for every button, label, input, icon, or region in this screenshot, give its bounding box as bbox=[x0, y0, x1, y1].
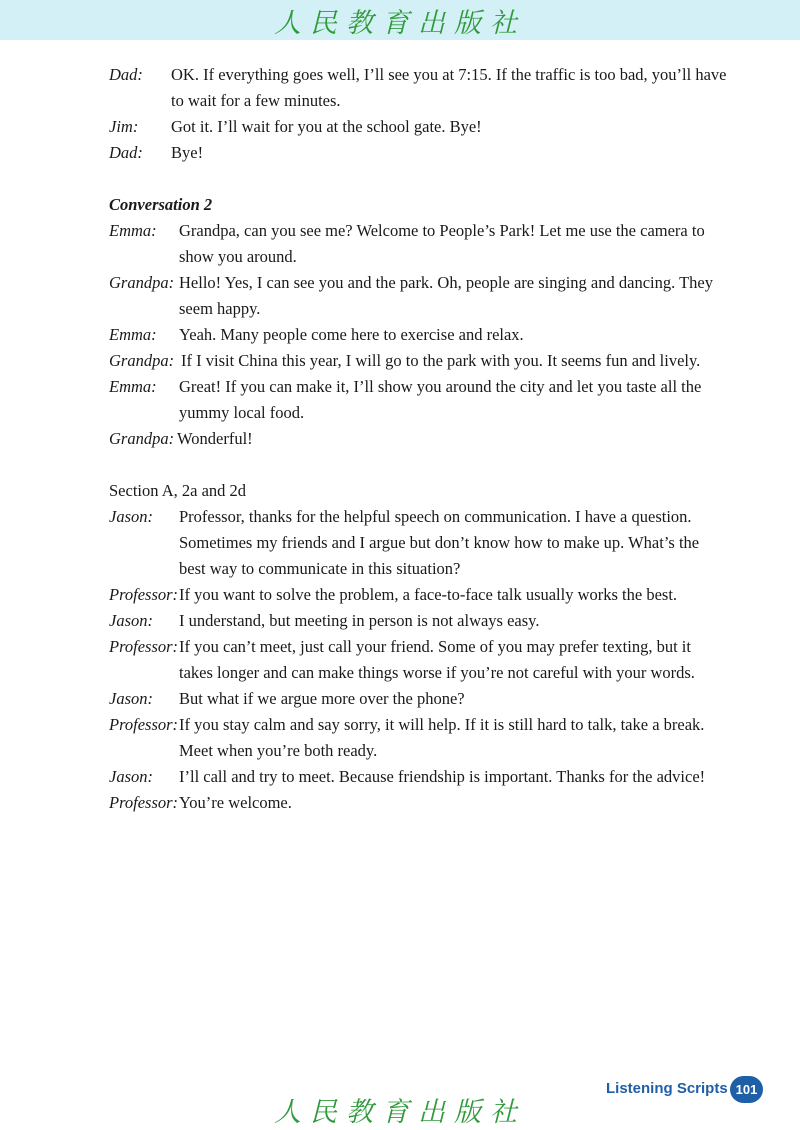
speaker-label: Emma: bbox=[109, 377, 157, 396]
dialogue-text: If you want to solve the problem, a face-to-face talk usually works the best. bbox=[179, 585, 678, 604]
publisher-logo-footer: 人民教育出版社 bbox=[274, 1096, 526, 1128]
speaker-label: Jim: bbox=[109, 117, 139, 136]
speaker-label: Professor: bbox=[109, 585, 179, 604]
dialogue-text: Hello! Yes, I can see you and the park. Oh, people are singing and dancing. They bbox=[179, 273, 713, 292]
speaker-label: Grandpa: bbox=[109, 273, 175, 292]
dialogue-text: If you can’t meet, just call your friend. Some of you may prefer texting, but it bbox=[179, 637, 691, 656]
dialogue-text: seem happy. bbox=[179, 299, 261, 318]
conversation-2-title: Conversation 2 bbox=[109, 195, 213, 214]
speaker-label: Emma: bbox=[109, 221, 157, 240]
spacer bbox=[109, 452, 749, 478]
dialogue-text: If you stay calm and say sorry, it will help. If it is still hard to talk, take a break. bbox=[179, 715, 705, 734]
speaker-label: Jason: bbox=[109, 767, 153, 786]
publisher-logo: 人民教育出版社 bbox=[274, 7, 526, 39]
dialogue-text: to wait for a few minutes. bbox=[171, 91, 341, 110]
dialogue-line bbox=[109, 790, 749, 816]
dialogue-line bbox=[109, 218, 749, 244]
section-a-2a-2d bbox=[109, 478, 749, 816]
section-a-title: Section A, 2a and 2d bbox=[109, 481, 247, 500]
footer-section-label: Listening Scripts bbox=[606, 1080, 728, 1097]
dialogue-text: show you around. bbox=[179, 247, 297, 266]
dialogue-line bbox=[109, 348, 749, 374]
speaker-label: Emma: bbox=[109, 325, 157, 344]
dialogue-line bbox=[109, 582, 749, 608]
dialogue-text: Got it. I’ll wait for you at the school gate. Bye! bbox=[171, 117, 482, 136]
dialogue-line bbox=[109, 426, 749, 452]
page-number-badge: 101 bbox=[730, 1076, 763, 1103]
dialogue-text: If I visit China this year, I will go to the park with you. It seems fun and lively. bbox=[181, 351, 701, 370]
speaker-label: Jason: bbox=[109, 507, 153, 526]
dialogue-text: best way to communicate in this situation? bbox=[179, 559, 461, 578]
speaker-label: Grandpa: bbox=[109, 351, 175, 370]
speaker-label: Jason: bbox=[109, 611, 153, 630]
dialogue-line-continued bbox=[109, 660, 749, 686]
conversation-2 bbox=[109, 192, 749, 452]
dialogue-text: Sometimes my friends and I argue but don’t know how to make up. What’s the bbox=[179, 533, 700, 552]
spacer bbox=[109, 166, 749, 192]
speaker-label: Jason: bbox=[109, 689, 153, 708]
dialogue-line bbox=[109, 712, 749, 738]
dialogue-text: I’ll call and try to meet. Because friendship is important. Thanks for the advice! bbox=[179, 767, 706, 786]
dialogue-text: I understand, but meeting in person is not always easy. bbox=[179, 611, 540, 630]
dialogue-text: Professor, thanks for the helpful speech on communication. I have a question. bbox=[179, 507, 692, 526]
dialogue-line-continued bbox=[109, 530, 749, 556]
speaker-label: Grandpa: bbox=[109, 429, 175, 448]
dialogue-text: OK. If everything goes well, I’ll see you at 7:15. If the traffic is too bad, you’ll have bbox=[171, 65, 727, 84]
dialogue-text: Meet when you’re both ready. bbox=[179, 741, 378, 760]
dialogue-line bbox=[109, 634, 749, 660]
dialogue-line-continued bbox=[109, 244, 749, 270]
dialogue-line-continued bbox=[109, 400, 749, 426]
dialogue-line bbox=[109, 764, 749, 790]
dialogue-line-continued bbox=[109, 738, 749, 764]
dialogue-line bbox=[109, 322, 749, 348]
dialogue-line bbox=[109, 504, 749, 530]
dialogue-line bbox=[109, 608, 749, 634]
dialogue-line bbox=[109, 686, 749, 712]
dialogue-text: You’re welcome. bbox=[179, 793, 292, 812]
dialogue-text: takes longer and can make things worse if you’re not careful with your words. bbox=[179, 663, 695, 682]
dialogue-line bbox=[109, 62, 749, 88]
dialogue-line bbox=[109, 114, 749, 140]
speaker-label: Professor: bbox=[109, 637, 179, 656]
dialogue-text: yummy local food. bbox=[179, 403, 305, 422]
dialogue-text: Bye! bbox=[171, 143, 204, 162]
speaker-label: Dad: bbox=[109, 143, 143, 162]
speaker-label: Dad: bbox=[109, 65, 143, 84]
dialogue-text: Wonderful! bbox=[177, 429, 253, 448]
dialogue-line-continued bbox=[109, 556, 749, 582]
speaker-label: Professor: bbox=[109, 715, 179, 734]
dialogue-text: Grandpa, can you see me? Welcome to People’s Park! Let me use the camera to bbox=[179, 221, 705, 240]
dialogue-text: Great! If you can make it, I’ll show you around the city and let you taste all the bbox=[179, 377, 702, 396]
dialogue-line-continued bbox=[109, 296, 749, 322]
dialogue-line bbox=[109, 374, 749, 400]
dialogue-line bbox=[109, 140, 749, 166]
dialogue-text: Yeah. Many people come here to exercise and relax. bbox=[179, 325, 524, 344]
dialogue-text: But what if we argue more over the phone? bbox=[179, 689, 465, 708]
conversation-1-tail bbox=[109, 62, 749, 166]
speaker-label: Professor: bbox=[109, 793, 179, 812]
dialogue-line-continued bbox=[109, 88, 749, 114]
dialogue-line bbox=[109, 270, 749, 296]
listening-scripts-content bbox=[109, 62, 749, 816]
